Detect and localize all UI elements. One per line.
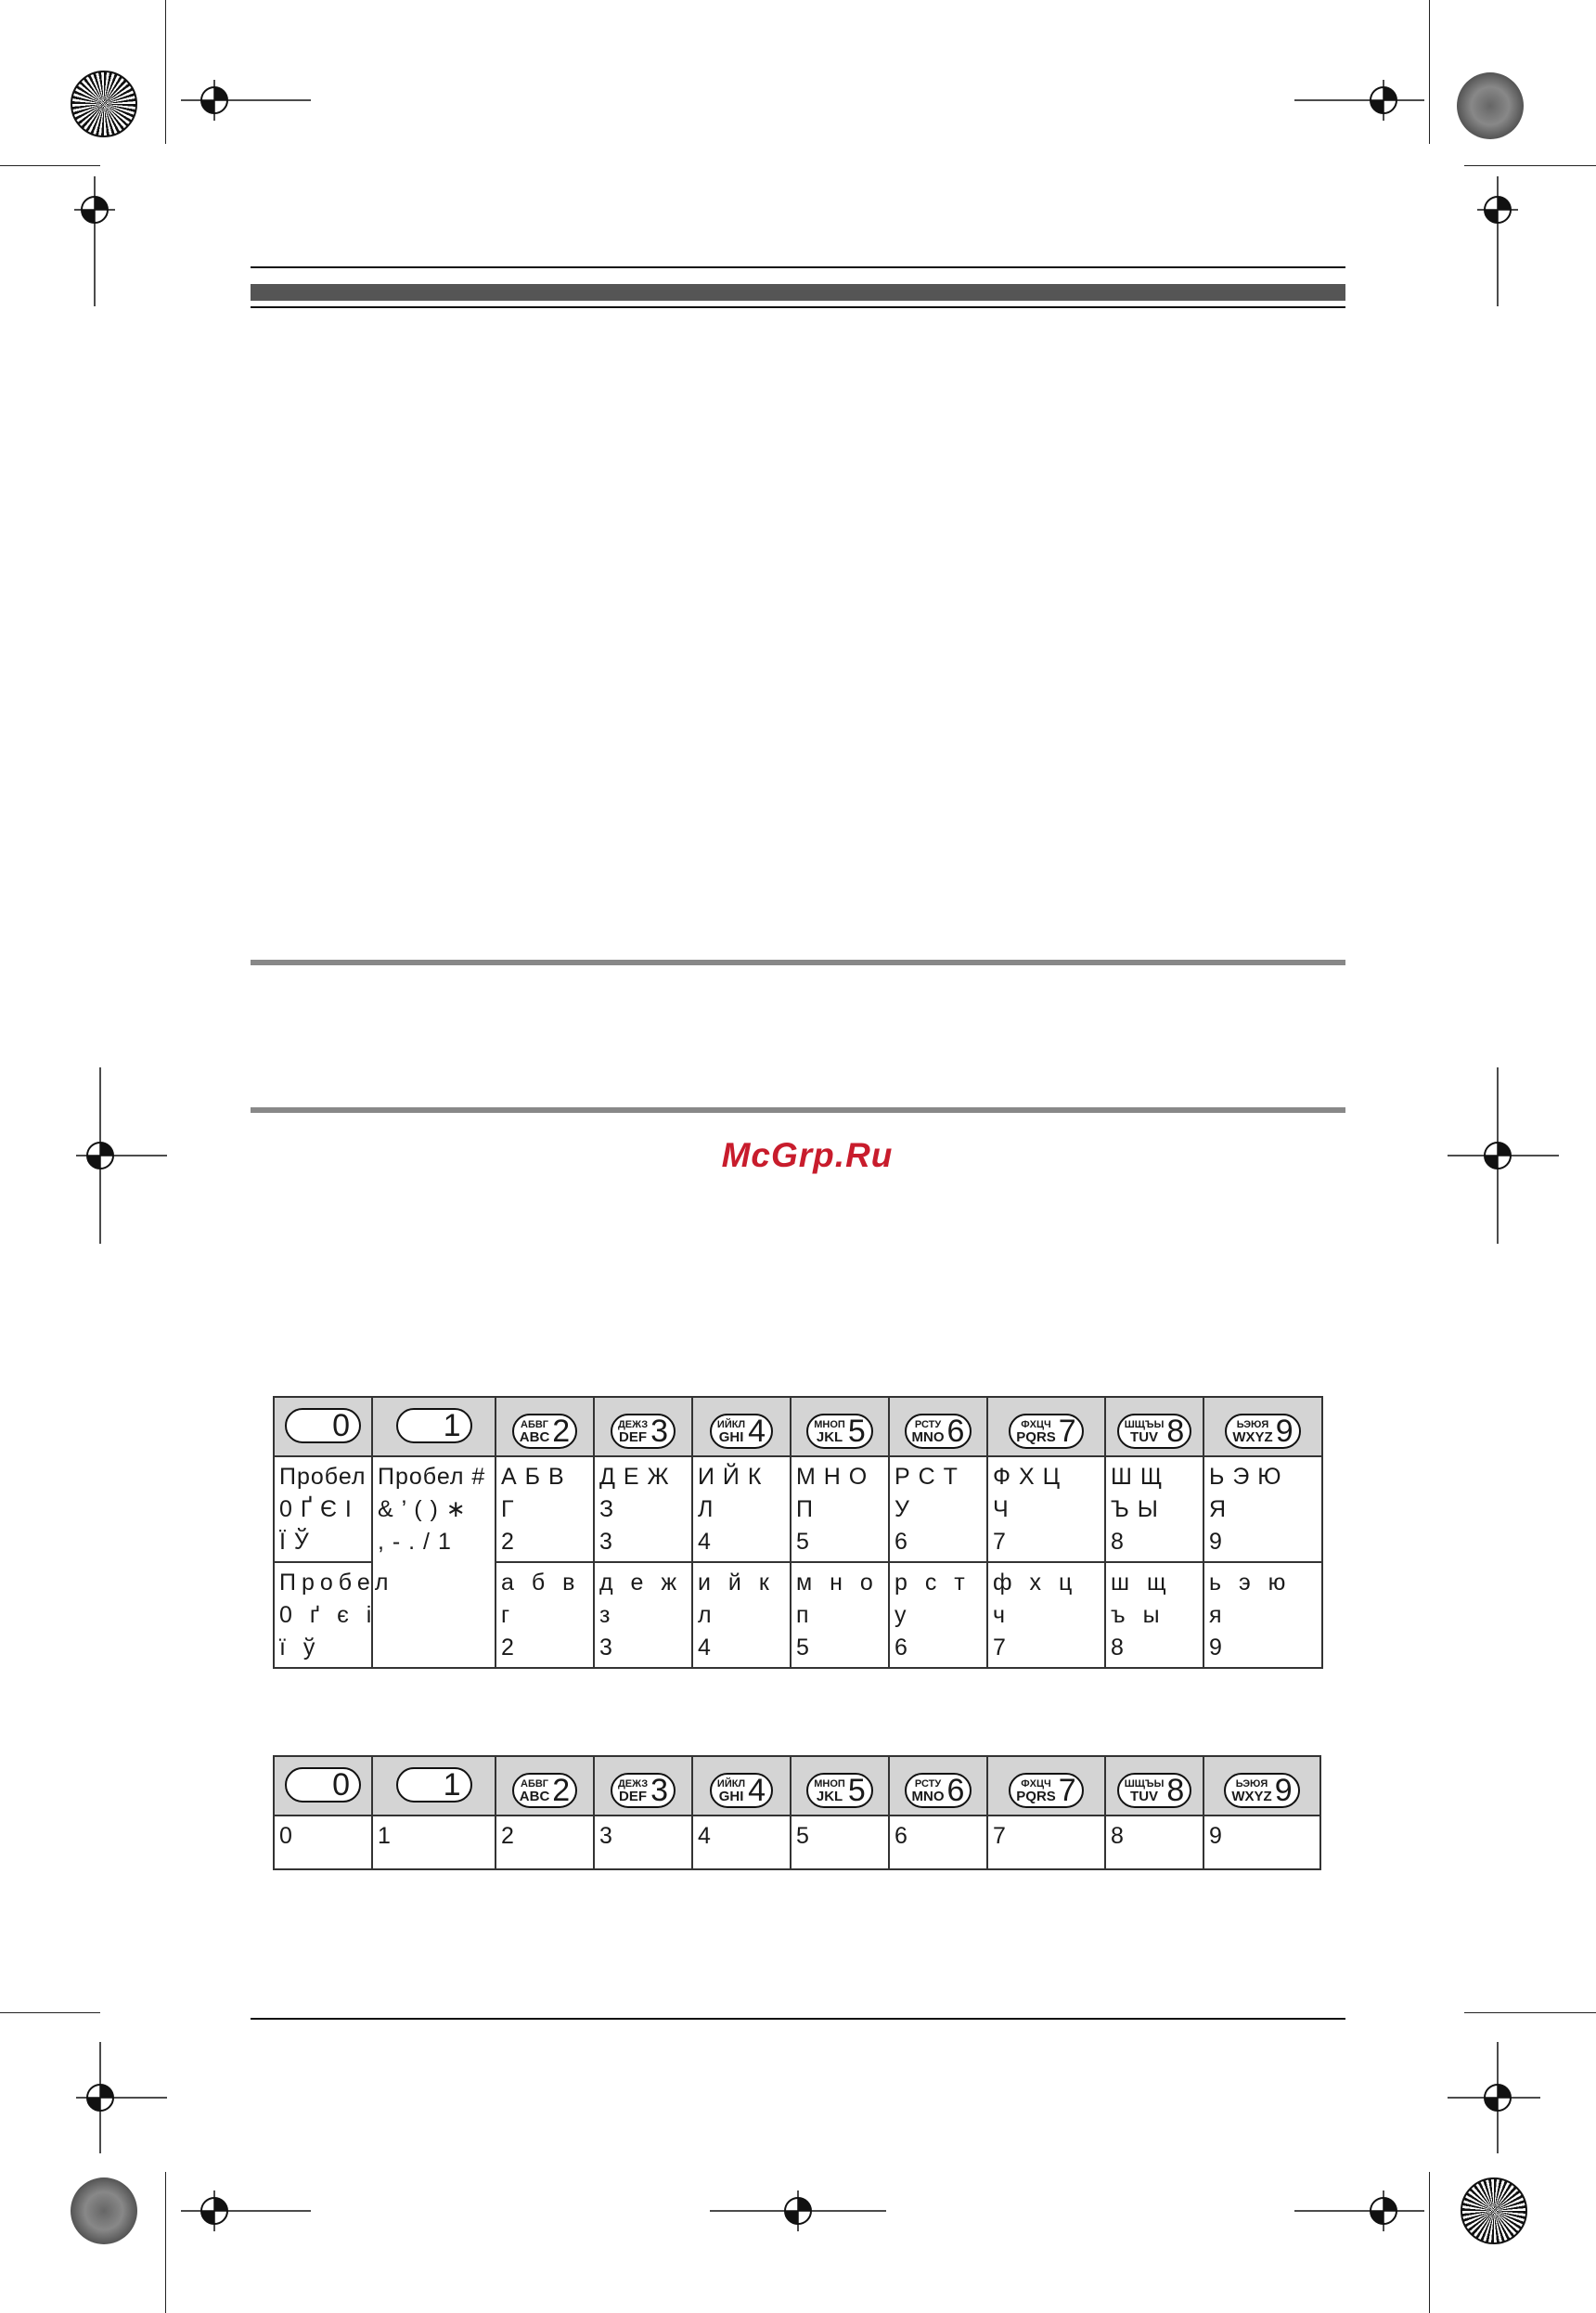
key-letters-cyrillic: ИЙКЛ bbox=[716, 1419, 746, 1430]
char-line: ф х ц bbox=[993, 1570, 1078, 1596]
digit-cell: 6 bbox=[889, 1816, 987, 1869]
char-line: 3 bbox=[599, 1635, 618, 1660]
char-cell-upper bbox=[889, 1456, 987, 1562]
digit-cell: 0 bbox=[274, 1816, 372, 1869]
key-letters bbox=[618, 1419, 648, 1443]
char-cell-upper bbox=[987, 1456, 1105, 1562]
digit-cell: 2 bbox=[496, 1816, 594, 1869]
key-header-cell bbox=[594, 1397, 692, 1456]
char-line: 3 bbox=[599, 1529, 613, 1555]
key-1-icon bbox=[396, 1408, 472, 1443]
crosshair-registration-icon bbox=[74, 176, 115, 306]
key-5-icon bbox=[806, 1773, 873, 1808]
key-digit: 9 bbox=[1274, 1773, 1293, 1808]
char-line: И Й К bbox=[698, 1464, 763, 1490]
key-2-icon bbox=[512, 1414, 577, 1449]
char-line: 9 bbox=[1209, 1635, 1228, 1660]
key-header-cell bbox=[791, 1397, 889, 1456]
character-table bbox=[273, 1396, 1323, 1669]
key-header-cell bbox=[496, 1397, 594, 1456]
key-digit: 8 bbox=[1166, 1414, 1185, 1449]
key-letters-cyrillic: ШЩЪЫ bbox=[1124, 1778, 1165, 1790]
key-letters bbox=[618, 1778, 648, 1803]
key-header-cell bbox=[889, 1397, 987, 1456]
key-letters bbox=[912, 1419, 945, 1443]
key-3-icon bbox=[611, 1414, 676, 1449]
key-digit: 5 bbox=[847, 1773, 866, 1808]
char-line: М Н О bbox=[796, 1464, 869, 1490]
key-letters-latin: MNO bbox=[911, 1429, 945, 1445]
char-cell-upper bbox=[594, 1456, 692, 1562]
watermark: McGrp.Ru bbox=[721, 1136, 894, 1174]
char-line: д е ж bbox=[599, 1570, 683, 1596]
crop-line-bottom-left-v bbox=[165, 2172, 166, 2313]
digit-cell: 9 bbox=[1203, 1816, 1320, 1869]
header-bar bbox=[251, 284, 1345, 301]
radial-star-target-icon bbox=[1457, 72, 1524, 139]
char-cell-upper bbox=[372, 1456, 496, 1668]
char-cell-lower bbox=[496, 1562, 594, 1668]
key-header-cell bbox=[1105, 1397, 1203, 1456]
key-letters bbox=[1231, 1778, 1271, 1803]
key-digit: 4 bbox=[748, 1773, 766, 1808]
char-line: ч bbox=[993, 1602, 1011, 1628]
char-line: а б в bbox=[501, 1570, 581, 1596]
char-cell-upper bbox=[274, 1456, 372, 1562]
crop-line-bottom-right-v bbox=[1429, 2172, 1430, 2313]
key-letters-latin: TUV bbox=[1130, 1789, 1159, 1804]
char-cell-lower bbox=[692, 1562, 791, 1668]
key-3-icon bbox=[611, 1773, 676, 1808]
crosshair-registration-icon bbox=[181, 80, 311, 121]
crosshair-registration-icon bbox=[1448, 2042, 1577, 2153]
key-5-icon bbox=[806, 1414, 873, 1449]
char-line: , - . / 1 bbox=[378, 1529, 452, 1555]
char-line: 2 bbox=[501, 1635, 520, 1660]
key-digit: 6 bbox=[946, 1773, 965, 1808]
key-digit: 9 bbox=[1275, 1414, 1294, 1449]
key-letters-cyrillic: АБВГ bbox=[521, 1778, 549, 1790]
char-cell-upper bbox=[1203, 1456, 1322, 1562]
char-line: я bbox=[1209, 1602, 1228, 1628]
key-letters-cyrillic: ИЙКЛ bbox=[716, 1778, 746, 1790]
char-line: Л bbox=[698, 1496, 714, 1522]
key-letters bbox=[1232, 1419, 1272, 1443]
crop-line-right-bottom-h bbox=[1464, 2012, 1596, 2013]
key-header-cell bbox=[594, 1756, 692, 1816]
char-line: 4 bbox=[698, 1529, 712, 1555]
key-letters-latin: PQRS bbox=[1016, 1429, 1056, 1445]
crop-line-top-right-v bbox=[1429, 0, 1430, 144]
char-line: л bbox=[698, 1602, 717, 1628]
key-digit: 3 bbox=[650, 1414, 669, 1449]
char-line: Ф Х Ц bbox=[993, 1464, 1062, 1490]
key-header-cell bbox=[1203, 1756, 1320, 1816]
char-line: Ї Ў bbox=[279, 1529, 310, 1555]
key-8-icon bbox=[1117, 1773, 1192, 1808]
key-letters bbox=[1016, 1778, 1056, 1803]
key-7-icon bbox=[1009, 1773, 1083, 1808]
char-line: з bbox=[599, 1602, 616, 1628]
char-cell-upper bbox=[692, 1456, 791, 1562]
char-line: 0 Ґ Є І bbox=[279, 1496, 353, 1522]
key-letters-latin: WXYZ bbox=[1232, 1429, 1273, 1445]
key-letters bbox=[520, 1778, 550, 1803]
char-cell-lower bbox=[889, 1562, 987, 1668]
char-cell-lower bbox=[274, 1562, 394, 1668]
char-line: Ь Э Ю bbox=[1209, 1464, 1282, 1490]
digit-table bbox=[273, 1755, 1321, 1870]
key-4-icon bbox=[710, 1773, 773, 1808]
key-1-icon bbox=[396, 1767, 472, 1803]
key-letters-cyrillic: ЬЭЮЯ bbox=[1235, 1778, 1268, 1790]
key-letters-latin: PQRS bbox=[1016, 1789, 1056, 1804]
char-line: ї ў bbox=[279, 1635, 321, 1660]
key-digit: 6 bbox=[946, 1414, 965, 1449]
key-letters-latin: ABC bbox=[519, 1429, 550, 1445]
char-line: Ш Щ bbox=[1111, 1464, 1164, 1490]
radial-star-target-icon bbox=[71, 2177, 137, 2244]
key-header-cell bbox=[889, 1756, 987, 1816]
key-letters-latin: MNO bbox=[911, 1789, 945, 1804]
char-line: 6 bbox=[895, 1529, 908, 1555]
key-header-cell bbox=[692, 1397, 791, 1456]
key-letters-cyrillic: ШЩЪЫ bbox=[1124, 1419, 1165, 1430]
key-header-cell bbox=[274, 1756, 372, 1816]
key-0-icon bbox=[285, 1767, 361, 1803]
char-line: Ъ Ы bbox=[1111, 1496, 1159, 1522]
key-digit: 1 bbox=[443, 1767, 461, 1803]
char-line: Р С Т bbox=[895, 1464, 959, 1490]
char-line: 9 bbox=[1209, 1529, 1223, 1555]
key-digit: 5 bbox=[847, 1414, 866, 1449]
key-letters bbox=[717, 1778, 745, 1803]
char-line: 7 bbox=[993, 1635, 1011, 1660]
crosshair-registration-icon bbox=[1477, 176, 1518, 306]
digit-cell: 5 bbox=[791, 1816, 889, 1869]
key-header-cell bbox=[372, 1397, 496, 1456]
char-line: 6 bbox=[895, 1635, 913, 1660]
char-cell-lower bbox=[594, 1562, 692, 1668]
crop-line-left-bottom-h bbox=[0, 2012, 100, 2013]
char-cell-lower bbox=[1105, 1562, 1203, 1668]
header-rule-top bbox=[251, 266, 1345, 268]
crosshair-registration-icon bbox=[1294, 2190, 1424, 2231]
key-letters-latin: WXYZ bbox=[1231, 1789, 1272, 1804]
key-7-icon bbox=[1009, 1414, 1083, 1449]
char-line: Д Е Ж bbox=[599, 1464, 670, 1490]
char-line: 2 bbox=[501, 1529, 515, 1555]
key-letters-cyrillic: РСТУ bbox=[914, 1419, 942, 1430]
key-letters-latin: TUV bbox=[1130, 1429, 1159, 1445]
char-line: 4 bbox=[698, 1635, 716, 1660]
radial-star-target-icon bbox=[71, 71, 137, 137]
key-digit: 7 bbox=[1058, 1773, 1076, 1808]
char-line: р с т bbox=[895, 1570, 971, 1596]
char-line: Я bbox=[1209, 1496, 1228, 1522]
char-line: и й к bbox=[698, 1570, 775, 1596]
char-line: А Б В bbox=[501, 1464, 565, 1490]
key-header-cell bbox=[372, 1756, 496, 1816]
char-line: п bbox=[796, 1602, 815, 1628]
key-digit: 7 bbox=[1058, 1414, 1076, 1449]
digit-cell: 7 bbox=[987, 1816, 1105, 1869]
key-letters-cyrillic: ДЕЖЗ bbox=[617, 1419, 649, 1430]
header-rule-bottom bbox=[251, 306, 1345, 308]
key-letters bbox=[814, 1778, 845, 1803]
section-divider bbox=[251, 960, 1345, 965]
key-letters-cyrillic: ФХЦЧ bbox=[1021, 1419, 1051, 1430]
char-line: П bbox=[796, 1496, 814, 1522]
key-letters-cyrillic: ЬЭЮЯ bbox=[1236, 1419, 1269, 1430]
key-digit: 2 bbox=[552, 1773, 571, 1808]
char-line: ь э ю bbox=[1209, 1570, 1292, 1596]
char-line: ш щ bbox=[1111, 1570, 1172, 1596]
footer-rule bbox=[251, 2018, 1345, 2020]
char-line: м н о bbox=[796, 1570, 879, 1596]
key-9-icon bbox=[1224, 1773, 1299, 1808]
key-digit: 1 bbox=[443, 1408, 461, 1443]
key-6-icon bbox=[905, 1773, 972, 1808]
key-letters bbox=[1125, 1778, 1165, 1803]
key-header-cell bbox=[791, 1756, 889, 1816]
key-letters-latin: GHI bbox=[718, 1429, 744, 1445]
key-letters-latin: GHI bbox=[718, 1789, 744, 1804]
char-line: Пробел # bbox=[378, 1464, 486, 1490]
key-letters-latin: DEF bbox=[619, 1429, 648, 1445]
char-line: & ’ ( ) ∗ bbox=[378, 1496, 467, 1522]
key-2-icon bbox=[512, 1773, 577, 1808]
key-digit: 3 bbox=[650, 1773, 669, 1808]
key-header-cell bbox=[496, 1756, 594, 1816]
crosshair-registration-icon bbox=[37, 1067, 167, 1244]
crop-line-top-left-v bbox=[165, 0, 166, 144]
key-header-cell bbox=[1203, 1397, 1322, 1456]
key-digit: 0 bbox=[332, 1408, 350, 1443]
char-line: Ч bbox=[993, 1496, 1010, 1522]
char-line: Пробел bbox=[279, 1464, 367, 1490]
char-line: 0 ґ є і bbox=[279, 1602, 378, 1628]
char-line: Г bbox=[501, 1496, 515, 1522]
radial-star-target-icon bbox=[1461, 2177, 1527, 2244]
key-letters bbox=[520, 1419, 550, 1443]
char-line: З bbox=[599, 1496, 615, 1522]
char-cell-lower bbox=[987, 1562, 1105, 1668]
digit-cell: 4 bbox=[692, 1816, 791, 1869]
char-line: ъ ы bbox=[1111, 1602, 1165, 1628]
key-letters-cyrillic: АБВГ bbox=[521, 1419, 549, 1430]
key-letters bbox=[814, 1419, 845, 1443]
key-digit: 2 bbox=[552, 1414, 571, 1449]
crosshair-registration-icon bbox=[1448, 1067, 1577, 1244]
key-letters-latin: ABC bbox=[519, 1789, 550, 1804]
digit-cell: 1 bbox=[372, 1816, 496, 1869]
key-header-cell bbox=[274, 1397, 372, 1456]
char-line: 8 bbox=[1111, 1529, 1125, 1555]
key-letters bbox=[912, 1778, 945, 1803]
key-digit: 4 bbox=[748, 1414, 766, 1449]
key-letters-cyrillic: МНОП bbox=[814, 1419, 845, 1430]
key-header-cell bbox=[987, 1397, 1105, 1456]
key-header-cell bbox=[987, 1756, 1105, 1816]
key-letters bbox=[1125, 1419, 1165, 1443]
char-cell-upper bbox=[1105, 1456, 1203, 1562]
key-letters-latin: JKL bbox=[816, 1429, 843, 1445]
char-line: Пробел bbox=[279, 1570, 394, 1596]
char-line: 5 bbox=[796, 1635, 815, 1660]
key-digit: 0 bbox=[332, 1767, 350, 1803]
char-line: 8 bbox=[1111, 1635, 1129, 1660]
crosshair-registration-icon bbox=[181, 2190, 311, 2231]
char-cell-lower bbox=[791, 1562, 889, 1668]
key-4-icon bbox=[710, 1414, 773, 1449]
key-letters-cyrillic: ДЕЖЗ bbox=[617, 1778, 649, 1790]
char-line: 7 bbox=[993, 1529, 1007, 1555]
key-letters-latin: JKL bbox=[816, 1789, 843, 1804]
key-header-cell bbox=[1105, 1756, 1203, 1816]
key-letters-cyrillic: ФХЦЧ bbox=[1021, 1778, 1051, 1790]
key-letters bbox=[717, 1419, 745, 1443]
char-line: у bbox=[895, 1602, 912, 1628]
char-cell-upper bbox=[496, 1456, 594, 1562]
key-6-icon bbox=[905, 1414, 972, 1449]
digit-cell: 8 bbox=[1105, 1816, 1203, 1869]
section-divider bbox=[251, 1107, 1345, 1113]
crosshair-registration-icon bbox=[37, 2042, 167, 2153]
key-digit: 8 bbox=[1166, 1773, 1185, 1808]
crop-line-right-top-h bbox=[1464, 165, 1596, 166]
key-8-icon bbox=[1117, 1414, 1192, 1449]
crop-line-left-top-h bbox=[0, 165, 100, 166]
char-line: 5 bbox=[796, 1529, 810, 1555]
key-0-icon bbox=[285, 1408, 361, 1443]
key-9-icon bbox=[1225, 1414, 1300, 1449]
key-letters-cyrillic: МНОП bbox=[814, 1778, 845, 1790]
key-letters-latin: DEF bbox=[619, 1789, 648, 1804]
char-cell-upper bbox=[791, 1456, 889, 1562]
crosshair-registration-icon bbox=[710, 2190, 886, 2231]
crosshair-registration-icon bbox=[1294, 80, 1424, 121]
char-cell-lower bbox=[1203, 1562, 1322, 1668]
key-letters-cyrillic: РСТУ bbox=[914, 1778, 942, 1790]
char-line: У bbox=[895, 1496, 910, 1522]
char-line: г bbox=[501, 1602, 516, 1628]
key-header-cell bbox=[692, 1756, 791, 1816]
digit-cell: 3 bbox=[594, 1816, 692, 1869]
key-letters bbox=[1016, 1419, 1056, 1443]
